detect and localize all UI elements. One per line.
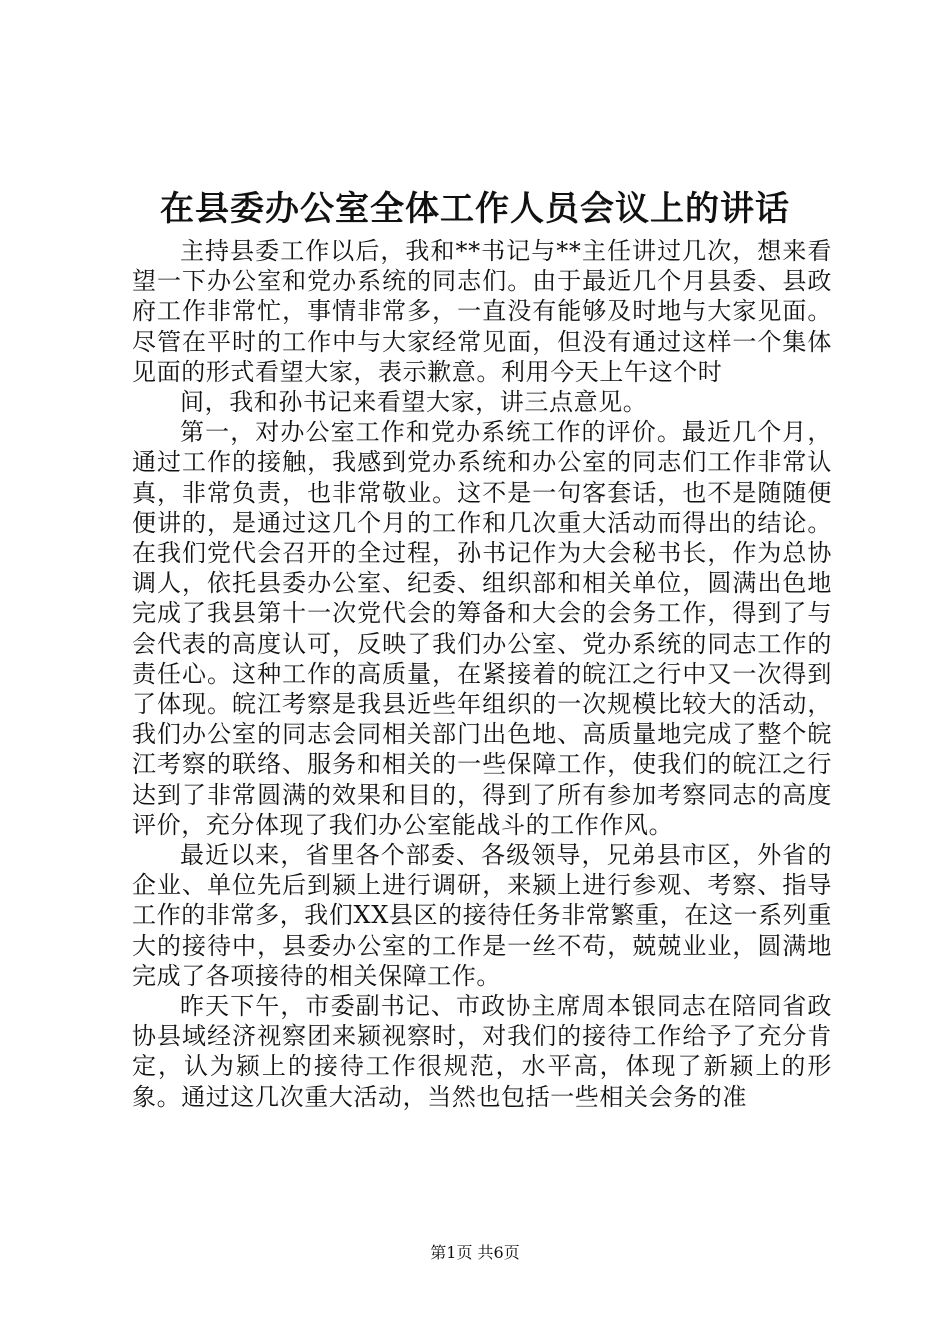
document-body [132,236,832,1112]
page-number-footer: 第1页 共6页 [430,1243,520,1262]
paragraph-5: 昨天下午，市委副书记、市政协主席周本银同志在陪同省政协县域经济视察团来颍视察时，对我们的接待工作给予了充分肯定，认为颍上的接待工作很规范，水平高，体现了新颍上的形象。通过这几次重大活动，当然也包括一些相关会务的准 [132,992,832,1111]
paragraph-3: 第一，对办公室工作和党办系统工作的评价。最近几个月，通过工作的接触，我感到党办系统和办公室的同志们工作非常认真，非常负责，也非常敬业。这不是一句客套话，也不是随随便便讲的，是通过这几个月的工作和几次重大活动而得出的结论。在我们党代会召开的全过程，孙书记作为大会秘书长，作为总协调人，依托县委办公室、纪委、组织部和相关单位，圆满出色地完成了我县第十一次党代会的筹备和大会的会务工作，得到了与会代表的高度认可，反映了我们办公室、党办系统的同志工作的责任心。这种工作的高质量，在紧接着的皖江之行中又一次得到了体现。皖江考察是我县近些年组织的一次规模比较大的活动，我们办公室的同志会同相关部门出色地、高质量地完成了整个皖江考察的联络、服务和相关的一些保障工作，使我们的皖江之行达到了非常圆满的效果和目的，得到了所有参加考察同志的高度评价，充分体现了我们办公室能战斗的工作作风。 [132,418,832,839]
page-title: 在县委办公室全体工作人员会议上的讲话 [160,189,790,229]
paragraph-1: 主持县委工作以后，我和**书记与**主任讲过几次，想来看望一下办公室和党办系统的同志们。由于最近几个月县委、县政府工作非常忙，事情非常多，一直没有能够及时地与大家见面。尽管在平时的工作中与大家经常见面，但没有通过这样一个集体见面的形式看望大家，表示歉意。利用今天上午这个时 [132,237,832,386]
paragraph-2: 间，我和孙书记来看望大家，讲三点意见。 [180,388,648,417]
paragraph-4: 最近以来，省里各个部委、各级领导，兄弟县市区，外省的企业、单位先后到颍上进行调研，来颍上进行参观、考察、指导工作的非常多，我们XX县区的接待任务非常繁重，在这一系列重大的接待中，县委办公室的工作是一丝不苟，兢兢业业，圆满地完成了各项接待的相关保障工作。 [132,841,832,990]
